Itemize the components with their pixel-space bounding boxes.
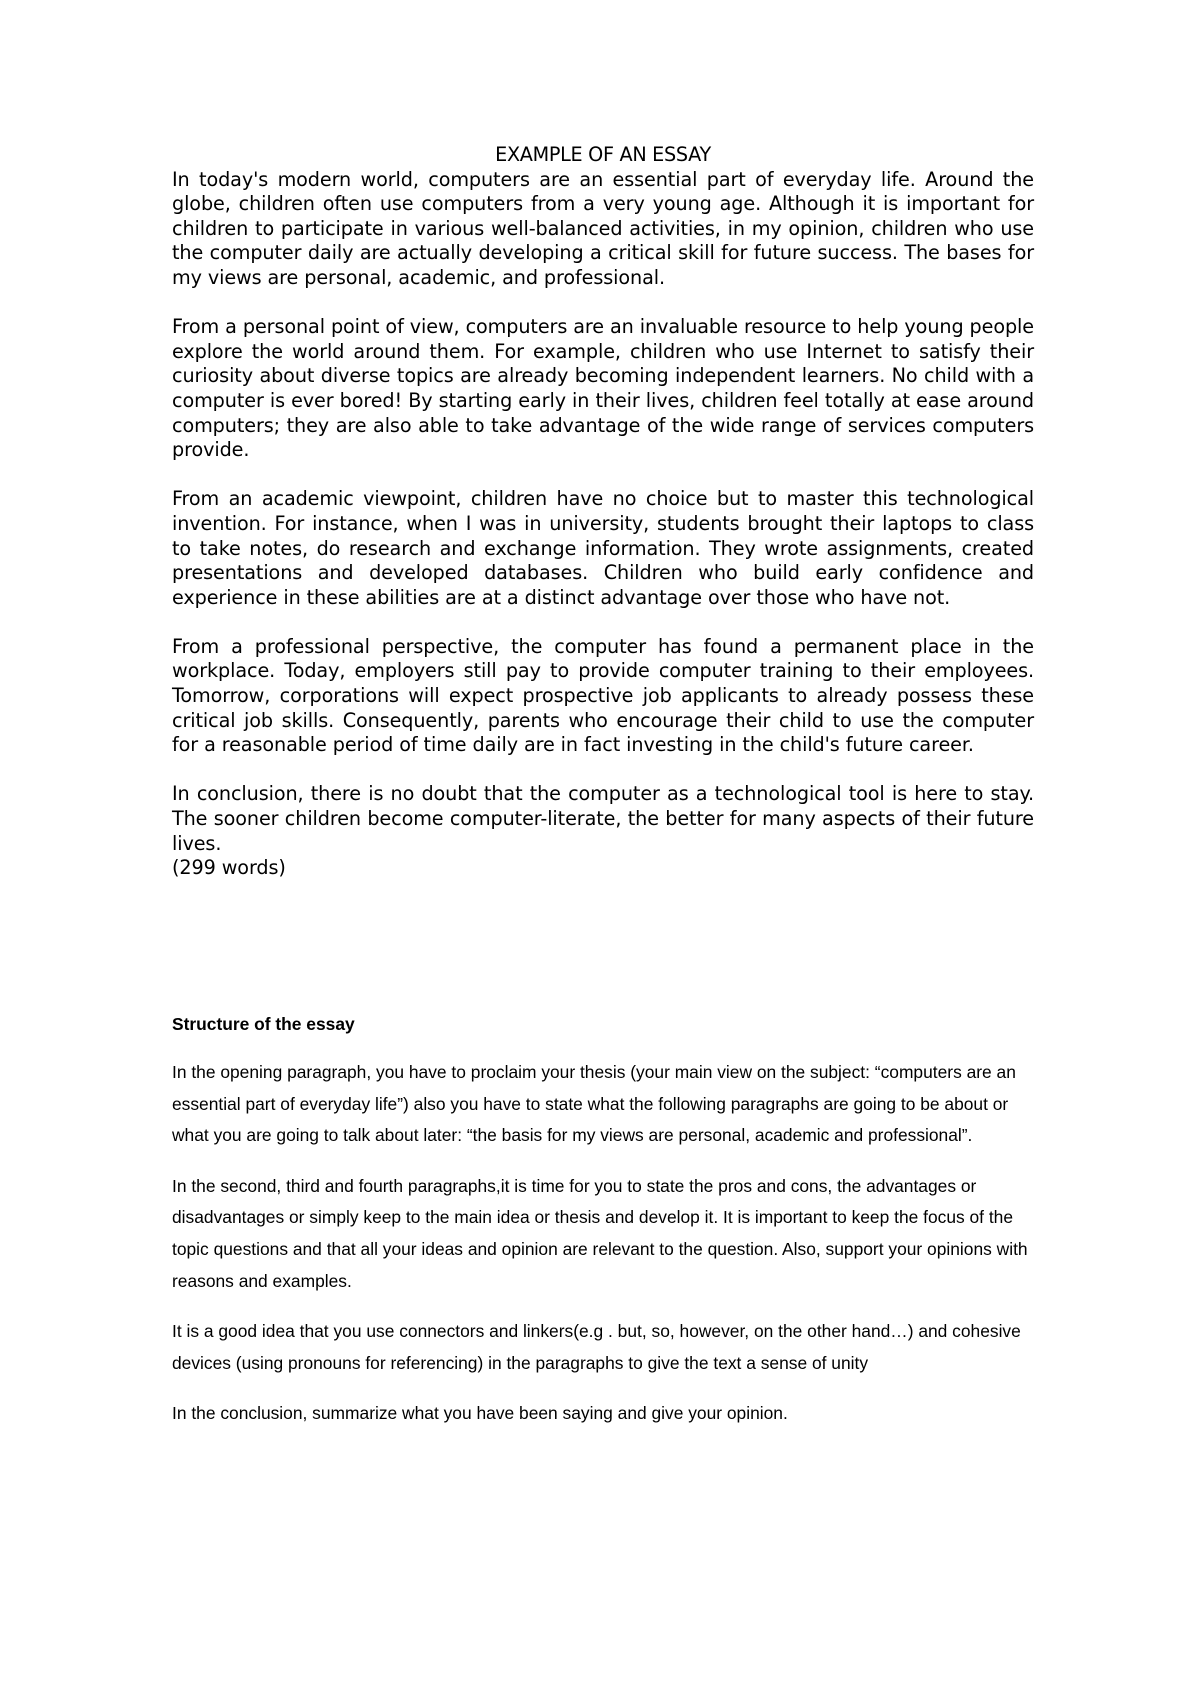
essay-paragraph-academic: From an academic viewpoint, children have no choice but to master this technological invention. For instance, when I was in university, students brought their laptops to class to take notes, do research and exchange information. They wrote assignments, created presentations and developed databases. Children who build early confidence and experience in these abilities are at a distinct advantage over those who have not. (172, 487, 1034, 609)
essay-paragraph-conclusion: In conclusion, there is no doubt that the computer as a technological tool is here to stay. The sooner children become computer-literate, the better for many aspects of their future lives. (172, 782, 1034, 855)
essay-paragraph-professional: From a professional perspective, the computer has found a permanent place in the workplace. Today, employers still pay to provide computer training to their employees. Tomorrow, corporations will expect prospective job applicants to already possess these critical job skills. Consequently, parents who encourage their child to use the computer for a reasonable period of time daily are in fact investing in the child's future career. (172, 634, 1034, 757)
essay-paragraph-intro: In today's modern world, computers are an essential part of everyday life. Around the globe, children often use computers from a very young age. Although it is important for children to participate in various well-balanced activities, in my opinion, children who use the computer daily are actually developing a critical skill for future success. The bases for my views are personal, academic, and professional. (172, 167, 1034, 289)
essay-title: EXAMPLE OF AN ESSAY (495, 143, 711, 166)
structure-paragraph-conclusion: In the conclusion, summarize what you have been saying and give your opinion. (172, 1403, 788, 1424)
structure-paragraph-connectors: It is a good idea that you use connectors and linkers(e.g . but, so, however, on the other hand…) and cohesive devices (using pronouns for referencing) in the paragraphs to give the text a sense of unity (172, 1321, 1021, 1373)
word-count: (299 words) (172, 856, 286, 880)
essay-section (172, 143, 1034, 881)
structure-section (172, 1011, 1034, 1449)
structure-paragraph-opening: In the opening paragraph, you have to proclaim your thesis (your main view on the subject: “computers are an essential part of everyday life”) also you have to state what the following paragraphs are going to be about or what you are going to talk about later: “the basis for my views are personal, academic and professional”. (172, 1062, 1016, 1146)
structure-heading: Structure of the essay (172, 1014, 355, 1034)
structure-paragraph-body: In the second, third and fourth paragraphs,it is time for you to state the pros and cons, the advantages or disadvantages or simply keep to the main idea or thesis and develop it. It is important to keep the focus of the topic questions and that all your ideas and opinion are relevant to the question. Also, support your opinions with reasons and examples. (172, 1175, 1028, 1291)
essay-paragraph-personal: From a personal point of view, computers are an invaluable resource to help young people explore the world around them. For example, children who use Internet to satisfy their curiosity about diverse topics are already becoming independent learners. No child with a computer is ever bored! By starting early in their lives, children feel totally at ease around computers; they are also able to take advantage of the wide range of services computers provide. (172, 315, 1034, 462)
